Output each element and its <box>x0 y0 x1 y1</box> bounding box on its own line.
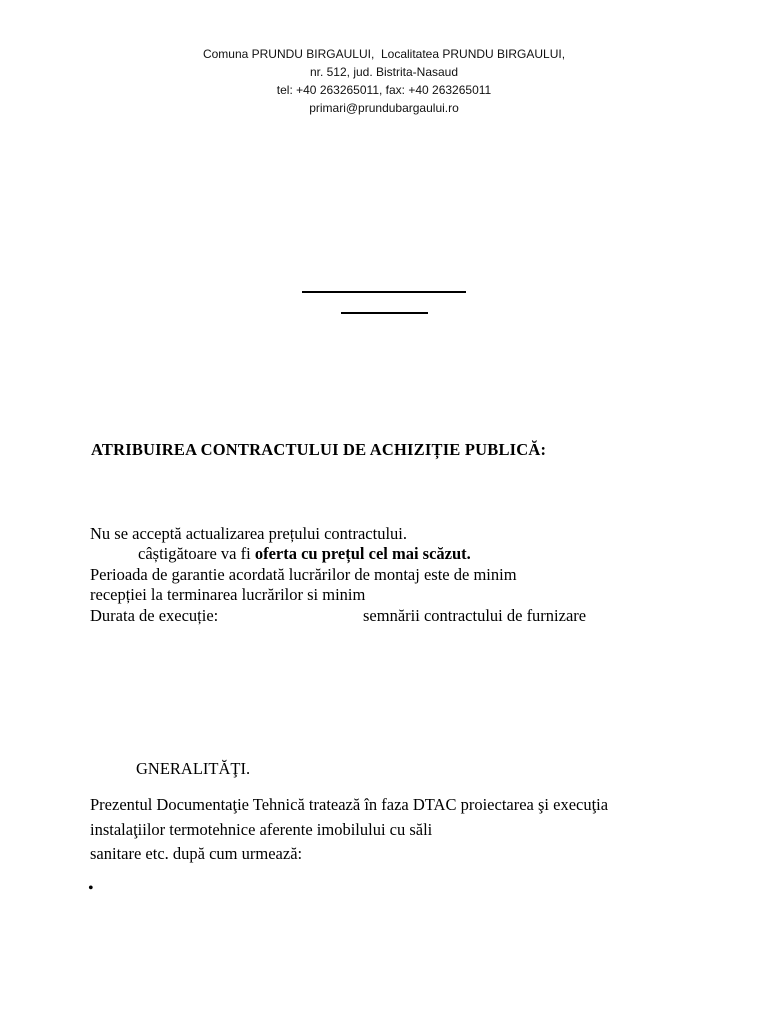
section-title: ATRIBUIREA CONTRACTULUI DE ACHIZIȚIE PUBLICĂ: <box>91 440 547 459</box>
letterhead-line-3: tel: +40 263265011, fax: +40 263265011 <box>276 83 492 97</box>
condition-line-1: Nu se acceptă actualizarea prețului contractului. <box>90 524 407 543</box>
condition-line-2-prefix: câștigătoare va fi <box>138 544 255 563</box>
condition-line-3: Perioada de garantie acordată lucrărilor de montaj este de minim <box>90 565 517 584</box>
letterhead <box>0 45 768 117</box>
letterhead-line-1: Comuna PRUNDU BIRGAULUI, Localitatea PRUNDU BIRGAULUI, <box>202 47 566 61</box>
generalities-line-1: Prezentul Documentaţie Tehnică tratează în faza DTAC proiectarea şi execuţia <box>90 795 609 814</box>
generalities-heading: GNERALITĂŢI. <box>136 759 251 778</box>
execution-duration-value: semnării contractului de furnizare <box>363 606 587 625</box>
generalities-line-2: instalaţiilor termotehnice aferente imobilului cu săli <box>90 820 433 839</box>
letterhead-email: primari@prundubargaului.ro <box>309 101 459 115</box>
divider-short <box>341 312 428 314</box>
condition-line-2 <box>138 544 471 564</box>
divider-long <box>302 291 466 293</box>
list-bullet: • <box>88 880 94 897</box>
condition-line-2-emphasis: oferta cu prețul cel mai scăzut. <box>254 544 471 563</box>
letterhead-line-2: nr. 512, jud. Bistrita-Nasaud <box>309 65 459 79</box>
execution-duration-label: Durata de execuție: <box>90 606 219 625</box>
condition-line-4: recepției la terminarea lucrărilor si minim <box>90 585 366 604</box>
generalities-line-3: sanitare etc. după cum urmează: <box>90 844 303 863</box>
